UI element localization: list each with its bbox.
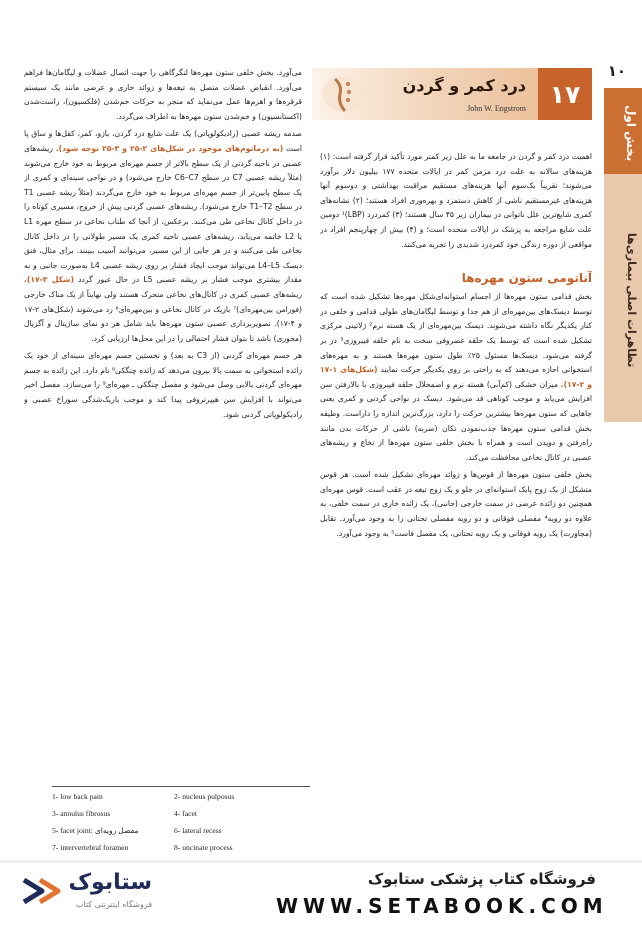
footnote-item: 4- facet [174,809,197,818]
banner-divider [0,860,642,863]
footnote-item: 6- lateral recess [174,826,222,835]
anatomy-paragraph-1 [320,290,592,465]
store-name: فروشگاه کتاب پزشکی ستابوک [367,870,596,888]
section-heading: آناتومی ستون مهره‌ها [461,271,592,286]
radiculopathy-text-body: ریشه‌های عصبی در ناحیه گردنی از یک سطح بالاتر از جسم مهره‌ای مربوط به خود خارج می‌شوند (مثلاً ریشه عصبی C7 در سطح C6–C7 خارج می‌شود) و در نواحی سینه‌ای و کمری از یک سطح پایین‌تر از جسم مهره‌ای مربوط به خود خارج می‌گردند (مثلاً ریشه عصبی T1 در سطح T1–T2 خارج می‌شود). ریشه‌های عصبی گردنی پیش از خروج، مسیری کوتاه را در داخل کانال نخاعی طی می‌کنند. برعکس، از آنجا که طناب نخاعی در سطح مهره L1 یا L2 خاتمه می‌یابد، ریشه‌های عصبی ناحیه کمری یک مسیر طولانی را در داخل کانال نخاعی طی می‌کنند و در هر جایی از این مسیر، می‌توانند آسیب ببینند. برای مثال، فتق دیسک L4–L5 می‌تواند موجب ایجاد فشار بر روی ریشه عصبی L4 به‌صورت جانبی و به مقدار بیشتری موجب فشار بر ریشه عصبی L5 در حال عبور گردد [24,143,302,285]
chapter-number: ۱۷ [538,68,592,120]
anatomy-text-1: بخش قدامی ستون مهره‌ها از اجسام استوانه‌ای‌شکل مهره‌ها تشکیل شده است که توسط دیسک‌های بین‌مهره‌ای از هم جدا و توسط لیگامان‌های طولی قدامی و خلفی در کنار یکدیگر نگاه داشته می‌شوند. دیسک بین‌مهره‌ای از یک هسته نرم² ژلاتینی مرکزی تشکیل شده است که توسط یک حلقه غضروفی سخت به نام حلقه فیبروزی³ در بر گرفته می‌شود. دیسک‌ها مسئول ۲۵٪ طول ستون مهره‌ها هستند و به مهره‌های استخوانی اجازه می‌دهند که به راحتی بر روی یکدیگر حرکت نمایند [320,292,592,375]
left-text-column [24,66,302,766]
store-url-link[interactable]: WWW.SETABOOK.COM [276,894,608,918]
footnote-item: 2- nucleus pulposus [174,792,235,801]
footnote-item: 7- intervertebral foramen [52,843,129,852]
anatomy-paragraph-2: بخش خلفی ستون مهره‌ها از قوس‌ها و زوائد مهره‌ای تشکیل شده است. هر قوس متشکل از یک زوج پایک استوانه‌ای در جلو و یک زوج تیغه در عقب است. قوس مهره‌ای همچنین دو زائده عرضی در سمت خارجی (جانبی)، یک زائده خاری در سمت خلفی، به علاوه دو رویه⁴ مفصلی فوقانی و دو رویه مفصلی تحتانی را به وجود می‌آورد. تقابل (مجاورت) یک رویه فوقانی و یک رویه تحتانی، یک مفصل فاست⁵ به وجود می‌آورد. [320,470,592,538]
radiculopathy-text-tail: ریشه‌های عصبی کمری در کانال‌های نخاعی متحرک هستند ولی نهایتاً از یک مناک خارجی (فورامن بین‌مهره‌ای)⁷ باریک در کانال نخاعی و بین‌مهره‌ای⁶ رد می‌شوند (شکل‌های ۲-۱۷ و ۴-۱۷). تصویربرداری عصبی ستون مهره‌ها باید شامل هر دو نمای ساژیتال و آگزیال (محوری) باشد تا بتوان فشار احتمالی را در این محل‌ها ارزیابی کرد. [24,289,302,343]
radiculopathy-text-start: صدمه ریشه عصبی (رادیکولوپاتی) یک علت شایع درد گردن، بازو، کمر، کفل‌ها و ساق پا است [24,129,302,153]
store-banner [0,860,642,926]
part-title: تظاهرات اصلی بیماری‌ها [625,232,638,368]
anatomy-text-1-tail: میزان خشکی (کم‌آبی) هسته نرم و اضمحلال حلقه فیبروزی با بالارفتن سن افزایش می‌یابد و موجب کوتاهی قد می‌شود. دیسک در نواحی گردنی و کمری یعنی جاهایی که ستون مهره‌ها بیشترین حرکت را دارد، بزرگ‌ترین اندازه را داراست. وظیفه بخش قدامی ستون مهره‌ها جذب‌نمودن تکان (ضربه) ناشی از حرکات بدن مانند راه‌رفتن و دویدن است و همراه با بخش خلفی ستون مهره‌ها از نخاع و ریشه‌های عصبی در کانال نخاعی محافظت می‌کند. [320,379,592,462]
logo-wordmark: ستابوک [68,870,152,895]
footnote-item: 8- uncinate process [174,843,233,852]
store-logo[interactable] [20,868,170,918]
chapter-author: John W. Engstrom [467,104,526,113]
chapter-intro-paragraph: اهمیت درد کمر و گردن در جامعه ما به علل زیر کمتر مورد تأکید قرار گرفته است: (۱) هزینه‌های سالانه به علت درد مزمن کمر در ایالات متحده ۱۷۷ بیلیون دلار برآورد می‌شوند؛ تقریباً یک‌سوم آنها هزینه‌های مستقیم مراقبت بهداشتی و دوسوم آنها هزینه‌های غیرمستقیم ناشی از کاهش دستمزد و بهره‌وری افراد هستند؛ (۲) نشانه‌های کمری شایع‌ترین علل ناتوانی در بیماران زیر ۴۵ سال هستند؛ (۳) کمردرد (LBP)¹ دومین علت شایع مراجعه به پزشک در ایالات متحده است؛ و (۴) بیش از چهارپنجم افراد در مواقعی از دوره زندگی خود کمردرد شدیدی را تجربه می‌کنند. [320,152,592,249]
chapter-title: درد کمر و گردن [402,76,526,95]
footnote-item: 3- annulus fibrosus [52,809,111,818]
figure-reference-link-2[interactable]: (شکل ۳-۱۷). [24,275,74,285]
footnote-item: 5- facet joint: مفصل رویه‌ای [52,826,139,835]
logo-tagline: فروشگاه اینترنتی کتاب [75,900,153,909]
radiculopathy-paragraph [24,127,302,346]
right-text-column [320,150,592,855]
part-label: بخش اول [624,104,638,162]
spine-illustration-icon [318,72,370,116]
footnote-item: 1- low back pain [52,792,103,801]
uncinate-paragraph: هر جسم مهره‌ای گردنی (از C3 به بعد) و نخستین جسم مهره‌ای سینه‌ای از خود یک زائده استخوانی به سمت بالا بیرون می‌دهد که زائده چنگکی⁸ نام دارد. این زائده به جسم مهره‌ای گردنی بالایی وصل می‌شود و مفصل چنگکی ـ مهره‌ای⁹ را می‌سازد. مفصل اخیر می‌تواند با افزایش سن هیپرتروفی پیدا کند و موجب باریک‌شدگی سوراخ عصبی و رادیکولوپاتی گردنی شود. [24,351,302,419]
page-number: ۱۰ [607,62,626,80]
footnotes [52,786,310,859]
left-paragraph-1: می‌آورد. بخش خلفی ستون مهره‌ها لنگرگاهی را جهت اتصال عضلات و لیگامان‌ها فراهم می‌آورد. انقباض عضلات متصل به تیغه‌ها و زوائد خاری و عرضی مانند یک سیستم قرقره‌ها و اهرم‌ها عمل می‌نماید که منجر به حرکات خم‌شدن (فلکسیون)، راست‌شدن (اکستانسیون) و خم‌شدن ستون مهره‌ها به اطراف می‌گردد. [24,68,302,121]
part-side-tab [604,88,642,422]
figure-reference-link[interactable]: (شکل‌های ۱-۱۷ و ۲-۱۷). [320,365,592,389]
chapter-header [312,68,592,120]
dermatome-figure-reference-link[interactable]: (به درماتوم‌های موجود در شکل‌های ۲-۲۵ و ۳-۲۵ توجه شود). [55,143,284,153]
